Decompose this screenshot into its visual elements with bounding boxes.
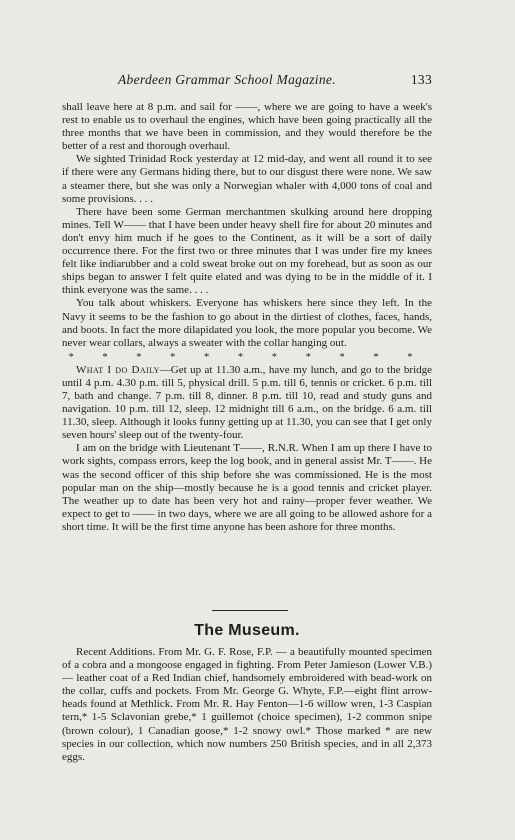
letter-body [62,101,432,534]
daily-routine-text: —Get up at 11.30 a.m., have my lunch, and go to the bridge until 4 p.m. 4.30 p.m. till 5, physical drill. 5 p.m. till 6, tennis or cricket. 6 p.m. till 7, bath and change. 7 p.m. till 8, dinner. 8 p.m. till 10, read and study guns and navigation. 10 p.m. till 12, sleep. 12 midnight till 6 a.m., on the bridge. 6 a.m. till 11.30, sleep. Although it looks funny getting up at 11.30, you can see that I get only seven hours' sleep out of the twenty-four. [62,363,433,442]
paragraph: You talk about whiskers. Everyone has whiskers here since they left. In the Navy it seems to be the fashion to go about in the dirtiest of clothes, faces, hands, and boots. In fact the more dilapidated you look, the more popular you become. We never wear collars, always a sweater with the collar hanging out. [62,297,432,349]
section-divider [212,610,288,611]
museum-heading: The Museum. [194,622,300,639]
paragraph: There have been some German merchantmen skulking around here dropping mines. Tell W—— that I have been under heavy shell fire for about 20 minutes and don't envy him much if he goes to the Continent, as it will be a sort of daily occurrence there. For the first two or three minutes that I was under fire my knees felt like indiarubber and a cold sweat broke out on my forehead, but as soon as our ships began to answer I felt quite elated and was dying to be in the middle of it. I think everyone was the same. . . . [62,205,432,297]
page-number: 133 [410,72,432,87]
museum-paragraph: Recent Additions. From Mr. G. F. Rose, F.P. — a beautifully mounted specimen of a cobra and a mongoose engaged in fighting. From Peter Jamieson (Lower V.B.) — leather coat of a Red Indian chief, handsomely embroidered with bead-work on the collar, cuffs and pockets. From Mr. George G. Whyte, F.P.—eight flint arrow-heads found at Methlick. From Mr. R. Hay Fenton—1-6 willow wren, 1-3 Caspian tern,* 1-5 Sclavonian grebe,* 1 guillemot (choice specimen), 1-2 common snipe (brown colour), 1 Canadian goose,* 1-2 snowy owl.* Those marked * are new species in our collection, which now numbers 250 British species, and in all 2,373 eggs. [62,646,432,763]
section-break-stars: * * * * * * * * * * * [68,351,426,363]
paragraph: We sighted Trinidad Rock yesterday at 12 mid-day, and went all round it to see if there were any Germans hiding there, but to our disgust there were none. We saw a steamer there, but she was only a Norwegian whaler with 4,000 tons of coal and some provisions. . . . [62,153,432,205]
paragraph: shall leave here at 8 p.m. and sail for ——, where we are going to have a week's rest to enable us to overhaul the engines, which have been going practically all the three months that we have been in commission, and they would therefore be the better of a rest and thorough overhaul. [62,101,432,153]
daily-routine-lead: What I do Daily [76,363,160,376]
magazine-title: Aberdeen Grammar School Magazine. [118,72,336,87]
daily-routine-paragraph [62,364,432,443]
museum-section [62,646,432,764]
paragraph: I am on the bridge with Lieutenant T——, R.N.R. When I am up there I have to work sights, compass errors, keep the log book, and in general assist Mr. T——. He was the second officer of this ship before she was commissioned. He is the most popular man on the ship—mostly because he is a good tennis and cricket player. The weather up to date has been very hot and rainy—proper fever weather. We expect to get to —— in two days, where we are all going to be allowed ashore for a short time. It will be the first time anyone has been ashore for three months. [62,442,432,533]
